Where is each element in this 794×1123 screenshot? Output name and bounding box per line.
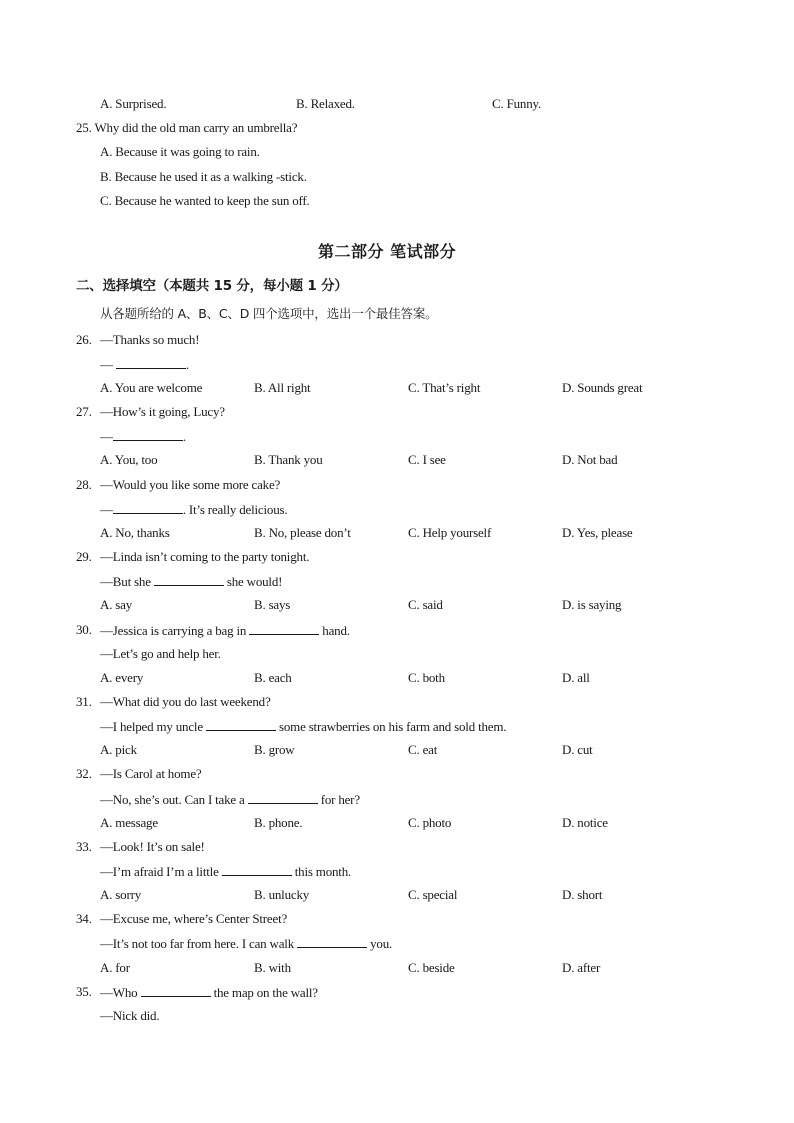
question-line: —Nick did. [100, 1008, 160, 1023]
line-text: —No, she’s out. Can I take a [100, 792, 248, 807]
answer-blank [249, 622, 319, 635]
question-line [100, 984, 318, 1001]
line-text: . [182, 429, 186, 444]
answer-blank [113, 428, 183, 441]
q25-option-c: C. Because he wanted to keep the sun off. [100, 193, 310, 208]
line-text: hand. [319, 623, 350, 638]
option-a: A. say [100, 597, 133, 612]
question-number: 31. [76, 694, 92, 709]
question-number: 27. [76, 404, 92, 419]
line-text: — [100, 502, 113, 517]
question-number: 30. [76, 622, 92, 637]
line-text: you. [367, 936, 393, 951]
question-line [100, 863, 351, 880]
section-heading: 二、选择填空（本题共 15 分，每小题 1 分） [76, 278, 348, 294]
question-line [100, 428, 186, 445]
option-c: C. beside [408, 960, 455, 975]
question-line [100, 573, 282, 590]
q24-option-b: B. Relaxed. [296, 96, 355, 111]
question-line: —Look! It’s on sale! [100, 839, 205, 854]
q24-option-c: C. Funny. [492, 96, 542, 111]
answer-blank [113, 501, 183, 514]
question-number: 29. [76, 549, 92, 564]
q25-option-a: A. Because it was going to rain. [100, 144, 260, 159]
answer-blank [206, 718, 276, 731]
question-line: —Is Carol at home? [100, 766, 202, 781]
option-a: A. sorry [100, 887, 142, 902]
option-d: D. Not bad [562, 452, 618, 467]
question-line [100, 622, 350, 639]
line-text: —Who [100, 985, 141, 1000]
question-number: 33. [76, 839, 92, 854]
line-text: the map on the wall? [210, 985, 318, 1000]
option-b: B. says [254, 597, 291, 612]
line-text: . [185, 357, 189, 372]
answer-blank [154, 573, 224, 586]
question-number: 28. [76, 477, 92, 492]
option-d: D. after [562, 960, 601, 975]
line-text: she would! [223, 574, 283, 589]
question-number: 32. [76, 766, 92, 781]
option-b: B. Thank you [254, 452, 323, 467]
line-text: this month. [291, 864, 352, 879]
question-line [100, 501, 287, 518]
option-a: A. every [100, 670, 144, 685]
question-line: —What did you do last weekend? [100, 694, 271, 709]
option-d: D. Sounds great [562, 380, 643, 395]
option-d: D. short [562, 887, 603, 902]
line-text: . It’s really delicious. [182, 502, 288, 517]
answer-blank [222, 863, 292, 876]
line-text: —It’s not too far from here. I can walk [100, 936, 298, 951]
option-c: C. eat [408, 742, 438, 757]
option-c: C. said [408, 597, 443, 612]
option-c: C. That’s right [408, 380, 481, 395]
option-c: C. Help yourself [408, 525, 492, 540]
option-d: D. is saying [562, 597, 622, 612]
option-b: B. unlucky [254, 887, 310, 902]
option-a: A. for [100, 960, 130, 975]
option-a: A. pick [100, 742, 137, 757]
option-b: B. with [254, 960, 291, 975]
question-line: —Excuse me, where’s Center Street? [100, 911, 288, 926]
option-b: B. All right [254, 380, 311, 395]
line-text: —I helped my uncle [100, 719, 206, 734]
option-a: A. You, too [100, 452, 158, 467]
option-c: C. special [408, 887, 458, 902]
question-line [100, 718, 506, 735]
option-b: B. each [254, 670, 292, 685]
line-text: some strawberries on his farm and sold them. [275, 719, 507, 734]
option-d: D. notice [562, 815, 608, 830]
q24-option-a: A. Surprised. [100, 96, 167, 111]
line-text: —I’m afraid I’m a little [100, 864, 222, 879]
question-number: 34. [76, 911, 92, 926]
option-d: D. Yes, please [562, 525, 633, 540]
option-b: B. phone. [254, 815, 303, 830]
question-line [100, 791, 360, 808]
question-line: —How’s it going, Lucy? [100, 404, 225, 419]
question-number: 35. [76, 984, 92, 999]
option-c: C. I see [408, 452, 446, 467]
question-line: —Let’s go and help her. [100, 646, 221, 661]
option-a: A. No, thanks [100, 525, 170, 540]
option-a: A. message [100, 815, 158, 830]
option-c: C. both [408, 670, 445, 685]
line-text: —But she [100, 574, 154, 589]
line-text: for her? [317, 792, 360, 807]
answer-blank [248, 791, 318, 804]
section-instruction: 从各题所给的 A、B、C、D 四个选项中，选出一个最佳答案。 [100, 306, 438, 321]
answer-blank [141, 984, 211, 997]
answer-blank [297, 935, 367, 948]
option-a: A. You are welcome [100, 380, 203, 395]
option-b: B. grow [254, 742, 295, 757]
question-number: 26. [76, 332, 92, 347]
question-line: —Linda isn’t coming to the party tonight. [100, 549, 310, 564]
answer-blank [116, 356, 186, 369]
line-text: —Jessica is carrying a bag in [100, 623, 250, 638]
option-b: B. No, please don’t [254, 525, 351, 540]
line-text: — [100, 429, 113, 444]
q25-stem: 25. Why did the old man carry an umbrella? [76, 120, 298, 135]
option-c: C. photo [408, 815, 452, 830]
option-d: D. cut [562, 742, 593, 757]
question-line: —Thanks so much! [100, 332, 200, 347]
option-d: D. all [562, 670, 590, 685]
question-line [100, 356, 189, 373]
question-line [100, 935, 392, 952]
question-line: —Would you like some more cake? [100, 477, 281, 492]
line-text: — [100, 357, 116, 372]
part-title: 第二部分 笔试部分 [318, 242, 457, 261]
q25-option-b: B. Because he used it as a walking -stick. [100, 169, 307, 184]
